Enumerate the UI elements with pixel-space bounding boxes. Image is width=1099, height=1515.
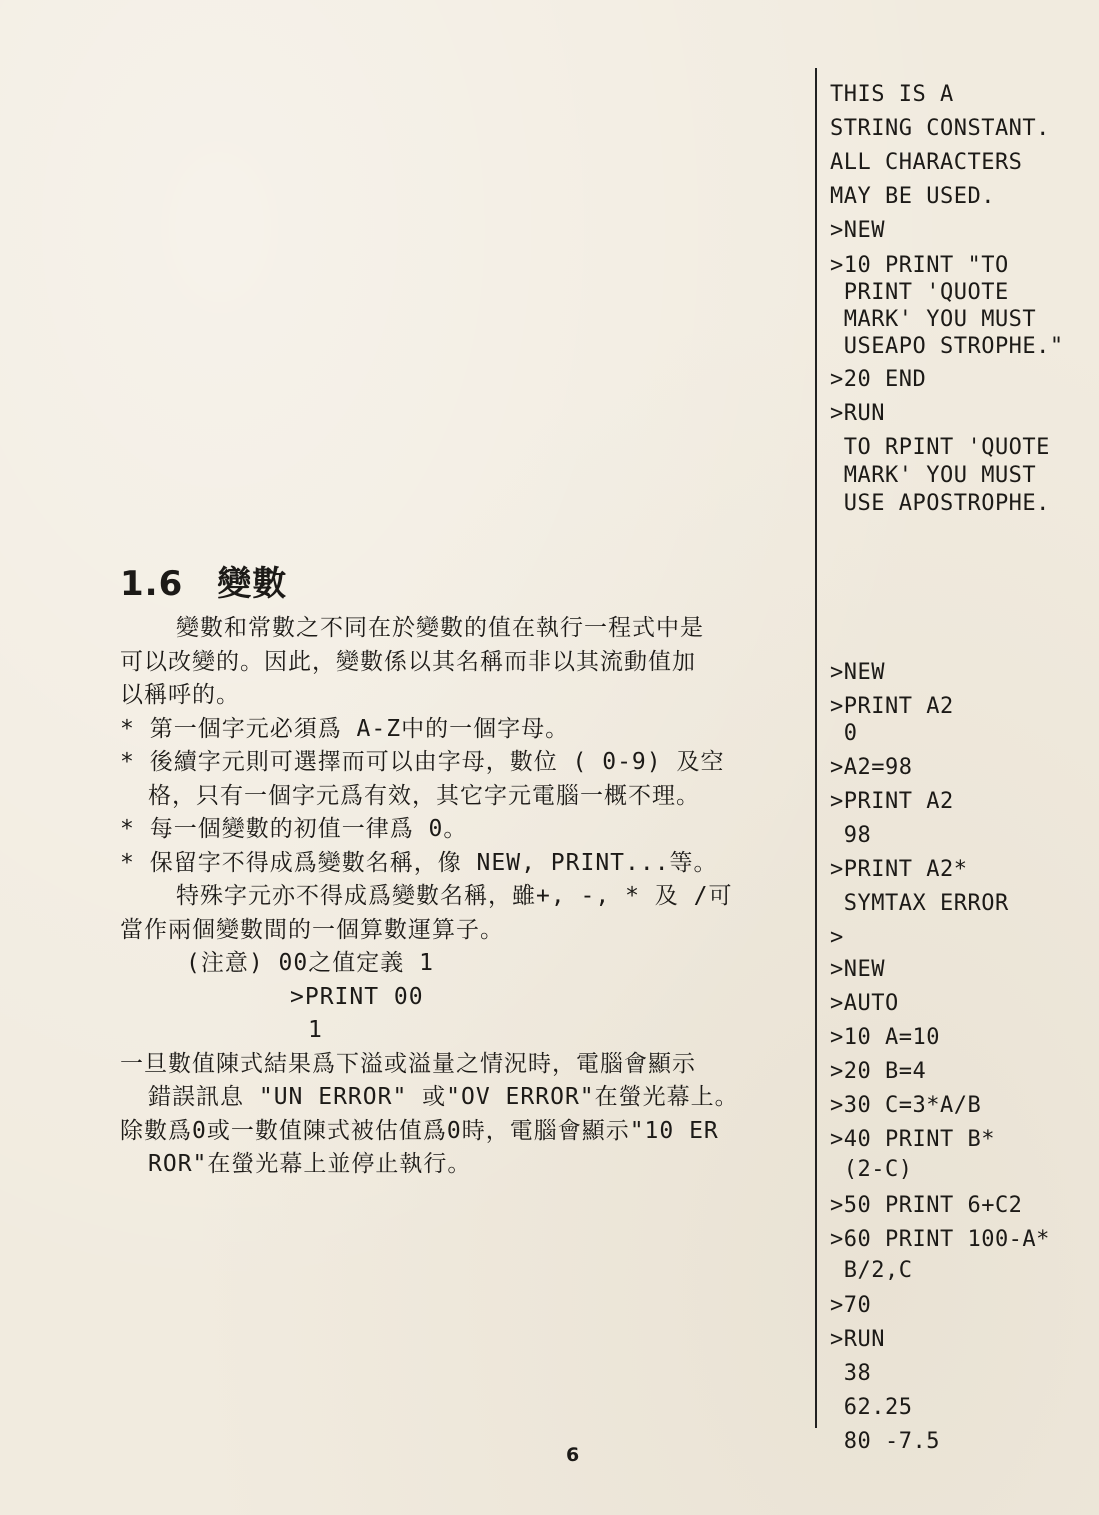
code-line: >20 B=4 [830, 1059, 927, 1084]
code-line: THIS IS A [830, 82, 954, 107]
section-heading [120, 556, 287, 605]
code-line: (2-C) [830, 1157, 913, 1182]
code-line: >30 C=3*A/B [830, 1093, 982, 1118]
code-line: MARK' YOU MUST [830, 463, 1037, 488]
code-line: >NEW [830, 957, 885, 982]
code-example-output: 1 [308, 1017, 323, 1043]
body-text [120, 612, 800, 1182]
paragraph-line: 當作兩個變數間的一個算數運算子。 [120, 916, 504, 943]
column-divider [815, 68, 817, 1428]
code-line: MARK' YOU MUST [830, 307, 1037, 332]
bullet-item: * 每一個變數的初值一律爲 0。 [120, 816, 468, 842]
paragraph-line: 可以改變的。因此，變數係以其名稱而非以其流動值加 [120, 648, 696, 675]
code-line: >40 PRINT B* [830, 1127, 995, 1152]
code-line: STRING CONSTANT. [830, 116, 1050, 141]
paragraph-line: 一旦數值陳式結果爲下溢或溢量之情況時，電腦會顯示 [120, 1050, 696, 1077]
code-line: >10 PRINT "TO [830, 253, 1009, 278]
code-line: MAY BE USED. [830, 184, 995, 209]
bullet-item: * 第一個字元必須爲 A-Z中的一個字母。 [120, 715, 570, 742]
code-line: >10 A=10 [830, 1025, 940, 1050]
code-line: >A2=98 [830, 755, 913, 780]
page-number: 6 [566, 1444, 580, 1466]
code-line: 62.25 [830, 1395, 913, 1420]
code-line: >60 PRINT 100-A* [830, 1227, 1050, 1252]
code-line: >PRINT A2* [830, 857, 968, 882]
code-line: USEAPO STROPHE." [830, 334, 1064, 359]
paragraph-line: 除數爲0或一數值陳式被估值爲0時，電腦會顯示"10 ER [120, 1117, 719, 1144]
paragraph-line: 特殊字元亦不得成爲變數名稱，雖+, -, * 及 /可 [176, 883, 733, 909]
code-line: >50 PRINT 6+C2 [830, 1193, 1023, 1218]
code-line: PRINT 'QUOTE [830, 280, 1009, 305]
code-line: >NEW [830, 660, 885, 685]
paragraph-line: 變數和常數之不同在於變數的值在執行一程式中是 [176, 615, 704, 641]
code-line: >70 [830, 1293, 872, 1318]
code-line: ALL CHARACTERS [830, 150, 1023, 175]
bullet-item-continuation: 格，只有一個字元爲有效，其它字元電腦一概不理。 [148, 782, 700, 809]
code-line: TO RPINT 'QUOTE [830, 435, 1050, 460]
code-line: 80 -7.5 [830, 1429, 940, 1454]
code-line: 38 [830, 1361, 872, 1386]
paragraph-line-continuation: ROR"在螢光幕上並停止執行。 [148, 1151, 472, 1177]
code-example: >PRINT 00 [290, 983, 424, 1010]
code-line: SYMTAX ERROR [830, 891, 1009, 916]
code-line: 0 [830, 721, 858, 746]
bullet-item: * 保留字不得成爲變數名稱，像 NEW, PRINT...等。 [120, 849, 718, 876]
code-line: >AUTO [830, 991, 899, 1016]
code-line: > [830, 925, 844, 950]
code-line: 98 [830, 823, 872, 848]
code-line: >PRINT A2 [830, 789, 954, 814]
note-line: (注意) 00之值定義 1 [186, 950, 434, 976]
code-line: USE APOSTROPHE. [830, 491, 1050, 516]
code-line: >20 END [830, 367, 927, 392]
code-line: >NEW [830, 218, 885, 243]
paragraph-line-continuation: 錯誤訊息 "UN ERROR" 或"OV ERROR"在螢光幕上。 [148, 1084, 739, 1110]
code-line: B/2,C [830, 1258, 913, 1283]
paragraph-line: 以稱呼的。 [120, 682, 240, 708]
code-line: >RUN [830, 1327, 885, 1352]
code-line: >RUN [830, 401, 885, 426]
bullet-item: * 後續字元則可選擇而可以由字母，數位 ( 0-9) 及空 [120, 749, 725, 775]
section-number: 1.6 [120, 564, 184, 604]
section-title: 變數 [217, 564, 288, 604]
code-line: >PRINT A2 [830, 694, 954, 719]
